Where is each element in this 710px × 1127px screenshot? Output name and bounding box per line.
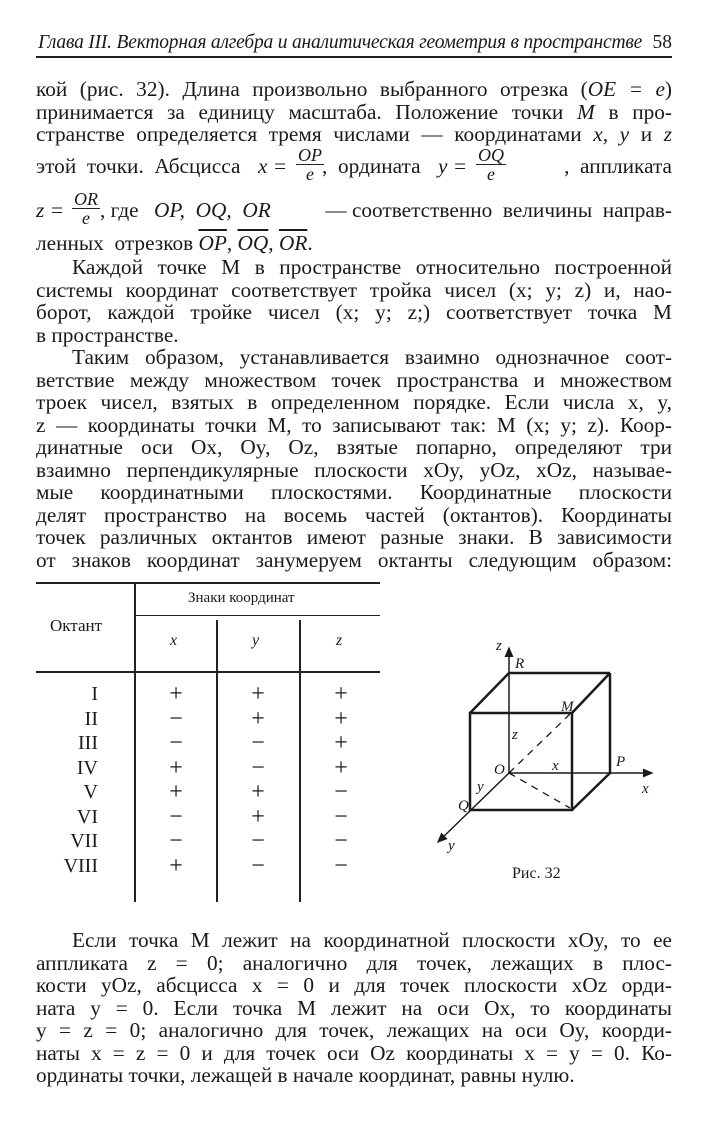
sign-cell-y: − bbox=[251, 828, 265, 854]
sign-cell-x: + bbox=[169, 852, 183, 879]
text-line: борот, каждой тройке чисел (x; y; z;) соответствует точка M bbox=[36, 300, 672, 324]
octant-label: I bbox=[91, 683, 98, 705]
sign-cell-x: − bbox=[169, 705, 183, 732]
table-divider bbox=[216, 620, 218, 902]
vector-or: $\overline{OR}$ bbox=[278, 231, 308, 255]
math-x-eq: x = bbox=[258, 154, 288, 178]
text-line: Таким образом, устанавливается взаимно однозначное соот- bbox=[72, 345, 672, 369]
running-header bbox=[36, 28, 672, 58]
table-divider bbox=[299, 620, 301, 902]
paragraph-2 bbox=[36, 256, 672, 346]
cube-edge bbox=[572, 773, 610, 810]
sign-cell-x: + bbox=[169, 681, 183, 707]
label-O: O bbox=[494, 762, 505, 778]
sign-cell-z: − bbox=[334, 779, 348, 805]
text-fragment: , ордината bbox=[322, 154, 432, 178]
math-z-eq: z = bbox=[36, 198, 64, 222]
text-line: y = z = 0; аналогично для точек, лежащих на оси Oy, коорди- bbox=[36, 1018, 672, 1042]
cube-edge bbox=[572, 673, 610, 713]
text-line: ветствие между множеством точек пространства и множеством bbox=[36, 367, 672, 392]
text-line: ната y = 0. Если точка M лежит на оси Ox, то координаты bbox=[36, 995, 672, 1020]
sign-cell-z: − bbox=[334, 828, 348, 854]
text-line-abscissa bbox=[36, 146, 672, 186]
figure-caption: Рис. 32 bbox=[512, 865, 561, 882]
octant-label: II bbox=[84, 707, 98, 730]
fraction-oq-e: $\frac{OQ}{e}$ bbox=[478, 145, 504, 184]
text-line: точек различных октантов имеют разные знаки. В зависимости bbox=[36, 525, 672, 549]
text-line: Каждой точке M в пространстве относительно построенной bbox=[72, 255, 672, 279]
label-z-edge: z bbox=[512, 727, 518, 743]
label-Q: Q bbox=[458, 798, 469, 814]
paragraph-3 bbox=[36, 346, 672, 571]
sign-cell-y: + bbox=[251, 705, 265, 732]
sign-cell-y: − bbox=[251, 730, 265, 756]
text-fragment: — соответственно величины направ- bbox=[320, 198, 672, 222]
page-number: 58 bbox=[652, 32, 672, 53]
text-line: наты x = z = 0 и для точек оси Oz координаты x = y = 0. Ко- bbox=[36, 1040, 672, 1065]
text-line: странстве определяется тремя числами — координатами x, y и z bbox=[36, 122, 672, 146]
sign-cell-y: − bbox=[251, 852, 265, 879]
text-line: кости yOz, абсцисса x = 0 и для точек плоскости xOz орди- bbox=[36, 973, 672, 997]
sign-cell-x: − bbox=[169, 730, 183, 756]
diagonal-om bbox=[509, 714, 570, 773]
math-segments: OP, OQ, OR bbox=[154, 198, 271, 222]
sign-cell-x: − bbox=[169, 828, 183, 854]
y-axis bbox=[438, 773, 509, 842]
paragraph-1 bbox=[36, 78, 672, 146]
label-P: P bbox=[616, 754, 626, 770]
text-line: кой (рис. 32). Длина произвольно выбранного отрезка (OE = e) bbox=[36, 77, 672, 101]
fraction-or-e: $\frac{OR}{e}$ bbox=[74, 189, 98, 228]
text-line: динатные оси Ox, Oy, Oz, взятые попарно, определяют три bbox=[36, 435, 672, 459]
text-line-applicate bbox=[36, 190, 672, 230]
sign-cell-x: + bbox=[169, 754, 183, 781]
header-col-z: z bbox=[336, 632, 343, 649]
text-line: Если точка M лежит на координатной плоскости xOy, то ее bbox=[72, 928, 672, 952]
octant-label: VIII bbox=[63, 854, 98, 877]
label-x-axis: x bbox=[642, 781, 649, 797]
label-x-edge: x bbox=[552, 758, 559, 774]
text-line: ленных отрезков $\overline{OP}$, $\overline{OQ}$, $\overline{OR}$. bbox=[36, 231, 313, 255]
label-R: R bbox=[515, 656, 525, 672]
text-line: троек чисел, взятых в определенном порядке. Если числа x, y, bbox=[36, 390, 672, 414]
sign-cell-y: − bbox=[251, 754, 265, 781]
text-fragment: этой точки. Абсцисса bbox=[36, 154, 246, 178]
octant-label: IV bbox=[76, 756, 98, 779]
label-y-edge: y bbox=[477, 779, 484, 795]
table-header-rule bbox=[36, 671, 380, 673]
chapter-title: Глава III. Векторная алгебра и аналитическая геометрия в пространстве bbox=[38, 32, 643, 53]
text-line: от знаков координат занумеруем октанты следующим образом: bbox=[36, 547, 672, 572]
sign-cell-z: − bbox=[334, 852, 348, 879]
figure-32-coordinate-cube bbox=[420, 630, 690, 900]
sign-cell-x: + bbox=[169, 779, 183, 805]
table-group-rule bbox=[136, 615, 380, 616]
text-fragment: , аппликата bbox=[564, 154, 672, 178]
text-line: системы координат соответствует тройка чисел (x; y; z) и, нао- bbox=[36, 277, 672, 302]
octant-sign-table bbox=[36, 582, 380, 902]
table-top-rule bbox=[36, 582, 380, 584]
label-z-axis: z bbox=[496, 638, 502, 654]
text-line: аппликата z = 0; аналогично для точек, лежащих в плос- bbox=[36, 950, 672, 975]
text-line: z — координаты точки M, то записывают так: M (x; y; z). Коор- bbox=[36, 412, 672, 437]
table-divider bbox=[134, 582, 136, 902]
label-M: M bbox=[561, 699, 574, 715]
text-line: ординаты точки, лежащей в начале координат, равны нулю. bbox=[36, 1063, 575, 1087]
fraction-op-e: $\frac{OP}{e}$ bbox=[298, 145, 322, 184]
sign-cell-y: + bbox=[251, 803, 265, 830]
text-line-vectors bbox=[36, 232, 672, 255]
header-octant: Октант bbox=[50, 616, 103, 635]
header-col-y: y bbox=[252, 632, 260, 649]
text-line: мые координатными плоскостями. Координатные плоскости bbox=[36, 480, 672, 504]
octant-label: V bbox=[83, 781, 98, 803]
label-y-axis: y bbox=[448, 838, 455, 854]
sign-cell-z: − bbox=[334, 803, 348, 830]
sign-cell-y: + bbox=[251, 681, 265, 707]
math-y-eq: y = bbox=[438, 154, 468, 178]
text-fragment: , где bbox=[100, 198, 144, 222]
vector-op: $\overline{OP}$ bbox=[198, 231, 227, 255]
sign-cell-z: + bbox=[334, 730, 348, 756]
sign-cell-x: − bbox=[169, 803, 183, 830]
diagonal-base bbox=[509, 773, 570, 808]
sign-cell-z: + bbox=[334, 754, 348, 781]
sign-cell-y: + bbox=[251, 779, 265, 805]
vector-oq: $\overline{OQ}$ bbox=[237, 231, 269, 255]
text-line: взаимно перпендикулярные плоскости xOy, yOz, xOz, называе- bbox=[36, 457, 672, 482]
sign-cell-z: + bbox=[334, 681, 348, 707]
text-line: в пространстве. bbox=[36, 322, 179, 347]
octant-label: VI bbox=[76, 805, 98, 828]
paragraph-4 bbox=[36, 929, 672, 1087]
text-line: принимается за единицу масштаба. Положение точки M в про- bbox=[36, 99, 672, 124]
cube-edge bbox=[470, 673, 509, 713]
text-line: делят пространство на восемь частей (октантов). Координаты bbox=[36, 502, 672, 527]
octant-label: III bbox=[78, 732, 98, 754]
octant-label: VII bbox=[70, 830, 98, 852]
header-col-x: x bbox=[170, 632, 178, 649]
sign-cell-z: + bbox=[334, 705, 348, 732]
header-sign-group: Знаки координат bbox=[188, 590, 295, 606]
